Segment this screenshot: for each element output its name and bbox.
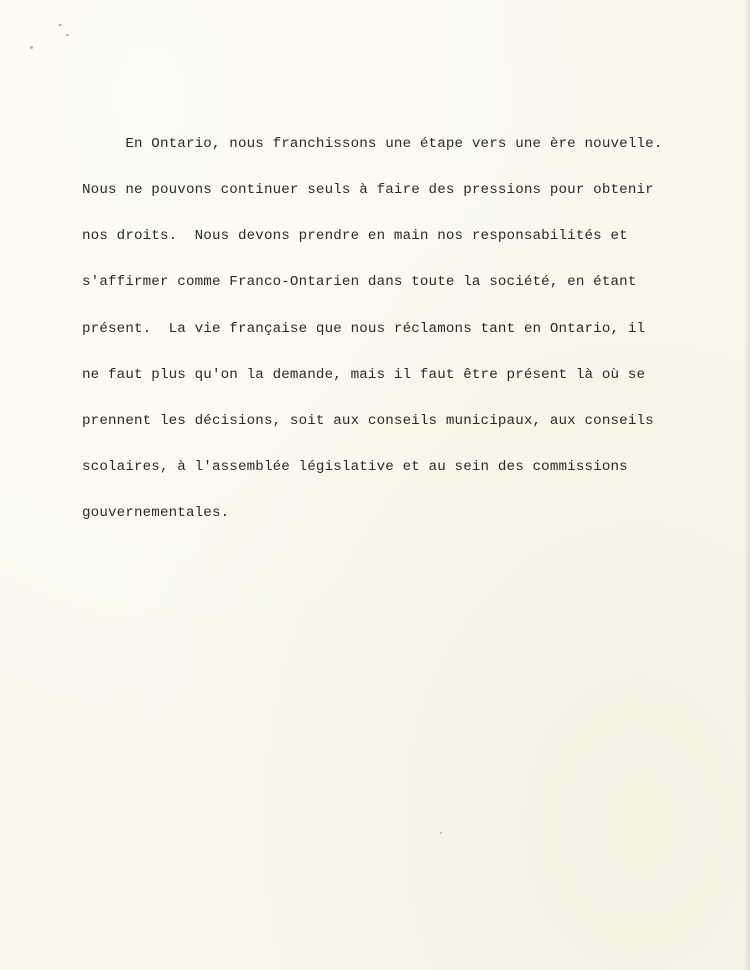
paragraph-line: s'affirmer comme Franco-Ontarien dans toute la société, en étant <box>82 274 637 291</box>
paper-speck <box>58 23 62 27</box>
paper-speck <box>440 832 442 834</box>
paragraph-line: En Ontario, nous franchissons une étape vers une ère nouvelle. <box>82 135 663 152</box>
paragraph-line: nos droits. Nous devons prendre en main nos responsabilités et <box>82 228 628 245</box>
paragraph-line: présent. La vie française que nous réclamons tant en Ontario, il <box>82 320 646 337</box>
page-edge-shadow <box>744 0 750 970</box>
paragraph-line: gouvernementales. <box>82 505 230 522</box>
paragraph-line: prennent les décisions, soit aux conseils municipaux, aux conseils <box>82 413 654 430</box>
paragraph-line: Nous ne pouvons continuer seuls à faire des pressions pour obtenir <box>82 182 654 199</box>
paragraph-line: ne faut plus qu'on la demande, mais il faut être présent là où se <box>82 366 646 383</box>
paragraph-line: scolaires, à l'assemblée législative et au sein des commissions <box>82 459 628 476</box>
typed-paragraph <box>82 106 702 553</box>
paper-speck <box>30 46 33 49</box>
paper-speck <box>66 34 69 36</box>
